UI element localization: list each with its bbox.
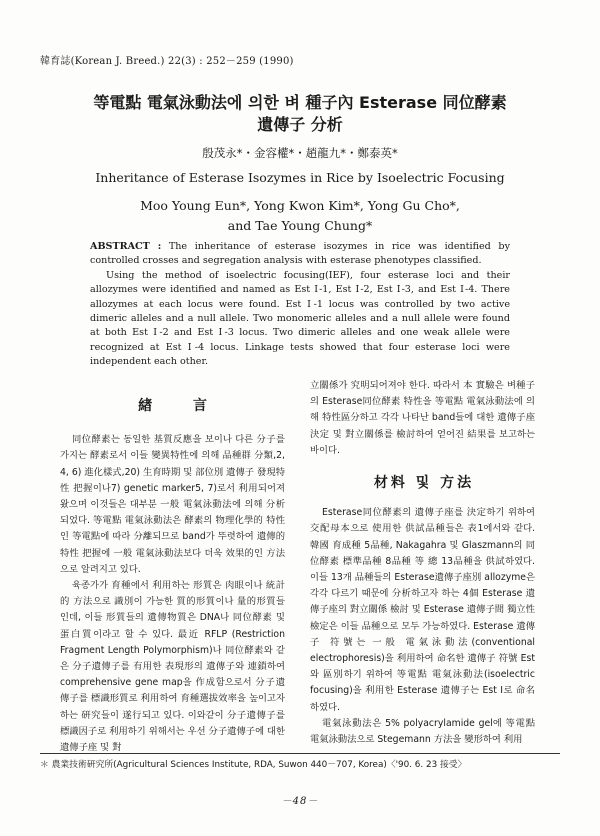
abstract-paragraph-2: Using the method of isoelectric focusing(IEF), four esterase loci and their allozymes were identified and named as Est Ⅰ-1, Est Ⅰ-2, Est Ⅰ-3, and Est Ⅰ-4. There allozymes at each locus were found. Est Ⅰ-1 locus was controlled by two active dimeric alleles and a null allele. Two monomeric alleles and a null allele were found at both Est Ⅰ-2 and Est Ⅰ-3 locus. Two dimeric alleles and one weak allele were recognized at Est Ⅰ-4 locus. Linkage tests showed that four esterase loci were independent each other. <box>90 269 510 368</box>
english-authors <box>60 196 540 236</box>
page-number: －48－ <box>281 796 319 807</box>
english-authors-line-1: Moo Young Eun*, Yong Kwon Kim*, Yong Gu Cho*, <box>140 198 460 213</box>
introduction-paragraph-continued: 立關係가 究明되어져야 한다. 따라서 本 實驗은 벼種子의 Esterase同位酵素 特性을 等電點 電氣泳動法에 의해 特性區分하고 각각 나타난 band들에 대한 遺傳子座 決定 및 對立關係를 檢討하여 얻어진 結果를 보고하는 바이다. <box>310 380 535 456</box>
korean-title <box>40 92 560 136</box>
abstract-label: ABSTRACT : <box>90 241 162 252</box>
methods-paragraph-1: Esterase同位酵素의 遺傳子座를 決定하기 위하여 交配母本으로 使用한 供試品種들은 表1에서와 같다. 韓國 育成種 5品種, Nakagahra 및 Glaszmann의 同位酵素 標準品種 8品種 等 總 13品種을 供試하였다. 이들 13개 品種들의 Esterase遺傳子座別 allozyme은 각각 다르기 때문에 分析하고자 하는 4個 Esterase 遺傳子座의 對立關係 檢討 및 Esterase 遺傳子間 獨立性 檢定은 이들 品種으로 모두 가능하였다. Esterase 遺傳子 符號는 一般 電氣泳動法(conventional electrophoresis)을 利用하여 命名한 遺傳子 符號 Est와 區別하기 위하여 等電點 電氣泳動法(isoelectric focusing)을 利用한 Esterase 遺傳子는 Est Ⅰ로 命名하였다. <box>310 507 535 713</box>
korean-title-line-2: 遺傳子 分析 <box>257 115 343 134</box>
abstract <box>90 240 510 370</box>
journal-citation: 韓育誌(Korean J. Breed.) 22(3) : 252－259 (1990) <box>40 56 294 67</box>
abstract-paragraph-1 <box>90 240 510 269</box>
abstract-text-1: The inheritance of esterase isozymes in rice was identified by controlled crosses and segregation analysis with esterase phenotypes classified. <box>90 241 510 267</box>
korean-authors: 殷茂永*・金容權*・趙龍九*・鄭泰英* <box>202 146 398 160</box>
english-authors-line-2: and Tae Young Chung* <box>227 218 373 233</box>
english-title: Inheritance of Esterase Isozymes in Rice by Isoelectric Focusing <box>95 170 505 185</box>
footnote-divider <box>40 753 560 754</box>
left-column <box>60 380 285 756</box>
methods-paragraph-2: 電氣泳動法은 5% polyacrylamide gel에 等電點 電氣泳動法으로 Stegemann 方法을 變形하여 利用 <box>310 717 535 746</box>
introduction-paragraph-1: 同位酵素는 동일한 基質反應을 보이나 다른 分子를 가지는 酵素로서 이들 變異特性에 의해 品種群 分類,2, 4, 6) 進化樣式,20) 生育時期 및 部位別 遺傳子 發現特性 把握이나7) genetic marker5, 7)로서 利用되어져 왔으며 이것들은 대부분 一般 電氣泳動法에 의해 分析되었다. 等電點 電氣泳動法은 酵素의 物理化學的 特性인 等電點에 따라 分離되므로 band가 뚜렷하여 遺傳的 特性 把握에 一般 電氣泳動法보다 더욱 效果的인 方法으로 알려지고 있다. <box>60 434 285 575</box>
methods-heading: 材料 및 方法 <box>373 475 475 492</box>
introduction-heading: 緖 言 <box>138 398 225 414</box>
introduction-paragraph-2: 육종가가 育種에서 利用하는 形質은 肉眼이나 統計的 方法으로 識別이 가능한 質的形質이나 量的形質들인데, 이들 形質들의 遺傳物質은 DNA나 同位酵素 및 蛋白質이라고 할 수 있다. 最近 RFLP (Restriction Fragment Length Polymorphism)나 同位酵素와 같은 分子遺傳子를 有用한 表現形의 遺傳子와 連鎖하여 comprehensive gene map을 作成함으로서 分子遺傳子를 標識形質로 利用하여 育種選拔效率을 높이고자 하는 硏究들이 遂行되고 있다. 이와같이 分子遺傳子를 標識因子로 利用하기 위해서는 우선 分子遺傳子에 대한 遺傳子座 및 對 <box>60 580 285 754</box>
right-column <box>310 378 535 748</box>
footnote: ＊ 農業技術硏究所(Agricultural Sciences Institute, RDA, Suwon 440－707, Korea)〈'90. 6. 23 接受〉 <box>40 760 467 770</box>
korean-title-line-1: 等電點 電氣泳動法에 의한 벼 種子內 Esterase 同位酵素 <box>93 93 507 112</box>
